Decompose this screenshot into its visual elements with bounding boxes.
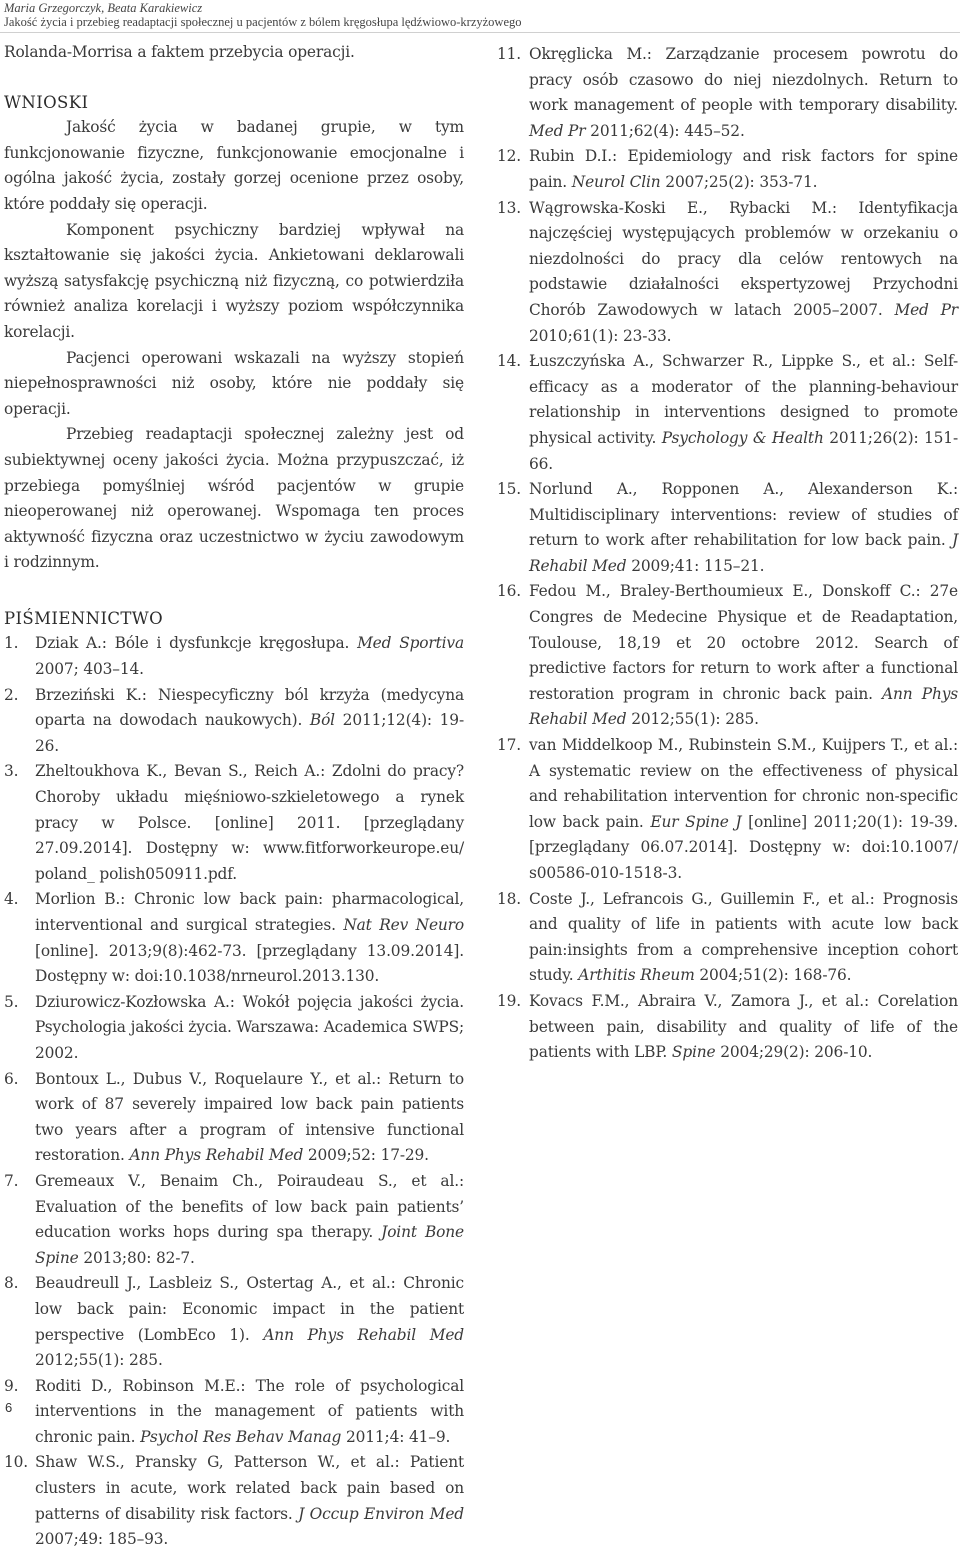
reference-number: 4.: [4, 890, 19, 909]
reference-text: 2007;25(2): 353-71.: [660, 172, 818, 191]
reference-text: Coste J., Lefrancois G., Guillemin F., et al.: Prognosis and quality of life in patients with acute low back pain:insights from a comprehensive inception cohort study.: [529, 889, 958, 985]
reference-item: [4, 1067, 464, 1169]
conclusions-heading: WNIOSKI: [4, 92, 89, 112]
reference-journal: Neurol Clin: [571, 172, 661, 191]
reference-text: 2004;51(2): 168-76.: [694, 966, 852, 985]
reference-text: 2007; 403–14.: [35, 660, 144, 679]
reference-item: [497, 144, 958, 195]
header-authors: Maria Grzegorczyk, Beata Karakiewicz: [4, 1, 203, 15]
reference-item: [4, 683, 464, 760]
reference-text: van Middelkoop M., Rubinstein S.M., Kuijpers T., et al.: A systematic review on the effectiveness of physical and rehabilitation intervention for chronic non-specific low back pain.: [529, 736, 958, 831]
reference-text: 2010;61(1): 23-33.: [529, 326, 672, 345]
reference-journal: J Rehabil Med: [529, 531, 958, 575]
reference-text: Norlund A., Ropponen A., Alexanderson K.: Multidisciplinary interventions: review of studies of return to work after rehabilitation for low back pain.: [529, 480, 958, 550]
reference-number: 14.: [497, 352, 522, 371]
reference-number: 6.: [4, 1069, 19, 1088]
conclusion-paragraph: Komponent psychiczny bardziej wpływał na kształtowanie się jakości życia. Ankietowani deklarowali wyższą satysfakcję psychiczną niż fizyczną, co potwierdziła również analiza korelacji i wyższy poziom współczynnika korelacji.: [4, 220, 464, 341]
reference-number: 7.: [4, 1171, 19, 1190]
reference-text: Rubin D.I.: Epidemiology and risk factors for spine pain.: [529, 147, 958, 191]
reference-item: [497, 349, 958, 477]
conclusion-paragraph: Jakość życia w badanej grupie, w tym funkcjonowanie fizyczne, funkcjonowanie emocjonalne i ogólna jakość życia, zostały gorzej ocenione przez osoby, które poddały się operacji.: [4, 118, 464, 213]
right-column: [497, 42, 958, 1066]
reference-item: [4, 1374, 464, 1451]
reference-journal: Ann Phys Rehabil Med: [129, 1146, 304, 1165]
reference-journal: J Occup Environ Med: [298, 1504, 464, 1523]
reference-journal: Ann Phys Rehabil Med: [263, 1325, 464, 1344]
reference-number: 17.: [497, 736, 522, 755]
references-heading: PIŚMIENNICTWO: [4, 608, 164, 628]
reference-number: 1.: [4, 634, 19, 653]
running-header: [4, 1, 904, 29]
page-number: 6: [5, 1400, 13, 1415]
reference-text: Brzeziński K.: Niespecyficzny ból krzyża (medycyna oparta na dowodach naukowych).: [35, 685, 464, 730]
reference-item: [497, 477, 958, 579]
reference-journal: Med Pr: [894, 300, 958, 319]
reference-item: [4, 759, 464, 887]
reference-journal: Med Sportiva: [357, 634, 465, 653]
reference-text: [online] 2011;20(1): 19-39. [przeglądany 06.07.2014]. Dostępny w: doi:10.1007/ s00586-010-1518-3.: [529, 812, 958, 882]
reference-text: Shaw W.S., Pransky G, Patterson W., et al.: Patient clusters in acute, work related back pain based on patterns of disability risk factors.: [35, 1453, 464, 1523]
reference-number: 11.: [497, 45, 522, 63]
reference-journal: Arthitis Rheum: [578, 966, 695, 985]
reference-item: [4, 1271, 464, 1373]
reference-number: 16.: [497, 582, 522, 601]
reference-number: 18.: [497, 889, 522, 908]
header-divider: [0, 32, 960, 33]
reference-text: Morlion B.: Chronic low back pain: pharmacological, interventional and surgical strategies.: [35, 890, 464, 934]
reference-text: Roditi D., Robinson M.E.: The role of psychological interventions in the management of patients with chronic pain.: [35, 1376, 464, 1446]
reference-text: [online]. 2013;9(8):462-73. [przeglądany 13.09.2014]. Dostępny w: doi:10.1038/nrneurol.2013.130.: [35, 941, 464, 986]
left-column: [4, 40, 464, 1553]
reference-text: Dziak A.: Bóle i dysfunkcje kręgosłupa.: [35, 634, 358, 653]
reference-journal: Psychol Res Behav Manag: [140, 1427, 342, 1446]
reference-item: [497, 989, 958, 1066]
reference-text: 2012;55(1): 285.: [35, 1351, 163, 1370]
reference-list: [4, 631, 464, 1552]
reference-list-continued: [497, 42, 958, 1066]
reference-text: Łuszczyńska A., Schwarzer R., Lippke S., et al.: Self-efficacy as a moderator of the planning-behaviour relationship in interventions designed to promote physical activity.: [529, 352, 958, 447]
reference-text: Bontoux L., Dubus V., Roquelaure Y., et al.: Return to work of 87 severely impaired low back pain patients two years after a program of intensive functional restoration.: [35, 1069, 464, 1165]
reference-number: 9.: [4, 1376, 19, 1395]
reference-text: Fedou M., Braley-Berthoumieux E., Donskoff C.: 27e Congres de Medecine Physique et de Readaptation, Toulouse, 18,19 et 20 octobre 2012. Search of predictive factors for return to work after a functional restoration program in chronic back pain.: [529, 582, 958, 703]
reference-text: Gremeaux V., Benaim Ch., Poiraudeau S., et al.: Evaluation of the benefits of low back pain patients’ education works hops during spa therapy.: [35, 1171, 464, 1242]
reference-number: 2.: [4, 685, 19, 704]
reference-journal: Ann Phys Rehabil Med: [529, 684, 958, 729]
reference-text: 2011;12(4): 19-26.: [35, 711, 464, 755]
reference-text: 2009;52: 17-29.: [303, 1146, 429, 1165]
conclusion-paragraph: Pacjenci operowani wskazali na wyższy stopień niepełnosprawności niż osoby, które nie poddały się operacji.: [4, 348, 464, 418]
reference-text: 2009;41: 115–21.: [626, 556, 765, 575]
reference-text: Beaudreull J., Lasbleiz S., Ostertag A., et al.: Chronic low back pain: Economic impact in the patient perspective (LombEco 1).: [35, 1274, 464, 1344]
reference-number: 8.: [4, 1274, 19, 1293]
reference-text: 2007;49: 185–93.: [35, 1530, 169, 1549]
conclusion-paragraph: Przebieg readaptacji społecznej zależny jest od subiektywnej oceny jakości życia. Można przypuszczać, iż przebiega pomyślniej wśród pacjentów w grupie nieoperowanej niż operowanej. Wspomaga ten proces aktywność fizyczna oraz uczestnictwo w życiu zawodowym i rodzinnym.: [4, 425, 464, 572]
reference-number: 15.: [497, 480, 522, 499]
reference-text: Okręglicka M.: Zarządzanie procesem powrotu do pracy osób czasowo do niej niezdolnych. Return to work management of people with temporary disability.: [529, 45, 958, 115]
reference-journal: Eur Spine J: [650, 812, 742, 831]
reference-item: [497, 887, 958, 989]
reference-number: 3.: [4, 762, 19, 781]
reference-journal: Spine: [671, 1043, 716, 1062]
reference-number: 19.: [497, 991, 522, 1010]
reference-text: Zheltoukhova K., Bevan S., Reich A.: Zdolni do pracy? Choroby układu mięśniowo-szkieletowego a rynek pracy w Polsce. [online] 2011. [przeglądany 27.09.2014]. Dostępny w: www.fitforworkeurope.eu/ poland_ polish050911.pdf.: [35, 762, 464, 883]
reference-journal: Nat Rev Neuro: [343, 916, 464, 934]
reference-text: 2011;26(2): 151-66.: [529, 428, 958, 473]
reference-text: 2011;62(4): 445–52.: [585, 121, 745, 140]
reference-journal: Ból: [309, 711, 335, 730]
reference-item: [4, 1169, 464, 1271]
intro-line: Rolanda-Morrisa a faktem przebycia operacji.: [4, 43, 355, 61]
reference-text: 2004;29(2): 206-10.: [715, 1043, 873, 1062]
reference-text: Dziurowicz-Kozłowska A.: Wokół pojęcia jakości życia. Psychologia jakości życia. Warszawa: Academica SWPS; 2002.: [35, 992, 464, 1062]
reference-journal: Psychology & Health: [661, 428, 824, 447]
reference-item: [4, 631, 464, 682]
reference-item: [497, 42, 958, 144]
reference-journal: Joint Bone Spine: [35, 1223, 464, 1267]
reference-item: [497, 196, 958, 350]
reference-number: 12.: [497, 147, 522, 166]
reference-text: 2012;55(1): 285.: [626, 710, 759, 729]
reference-text: Kovacs F.M., Abraira V., Zamora J., et al.: Corelation between pain, disability and quality of life of the patients with LBP.: [529, 991, 958, 1062]
reference-number: 5.: [4, 992, 19, 1011]
reference-text: 2011;4: 41–9.: [341, 1427, 451, 1446]
reference-item: [497, 733, 958, 887]
reference-text: Wągrowska-Koski E., Rybacki M.: Identyfikacja najczęściej występujących problemów w orzekaniu o niezdolności do pracy dla celów rentowych na podstawie działalności ekspertyzowej Przychodni Chorób Zawodowych w latach 2005–2007.: [529, 198, 958, 319]
reference-item: [4, 990, 464, 1067]
header-article-title: Jakość życia i przebieg readaptacji społecznej u pacjentów z bólem kręgosłupa lędźwiowo-krzyżowego: [4, 15, 522, 29]
reference-item: [4, 1450, 464, 1552]
reference-text: 2013;80: 82-7.: [78, 1248, 195, 1267]
reference-number: 13.: [497, 198, 522, 217]
reference-item: [4, 887, 464, 989]
reference-item: [497, 579, 958, 733]
reference-journal: Med Pr: [529, 121, 586, 140]
reference-number: 10.: [4, 1453, 29, 1472]
